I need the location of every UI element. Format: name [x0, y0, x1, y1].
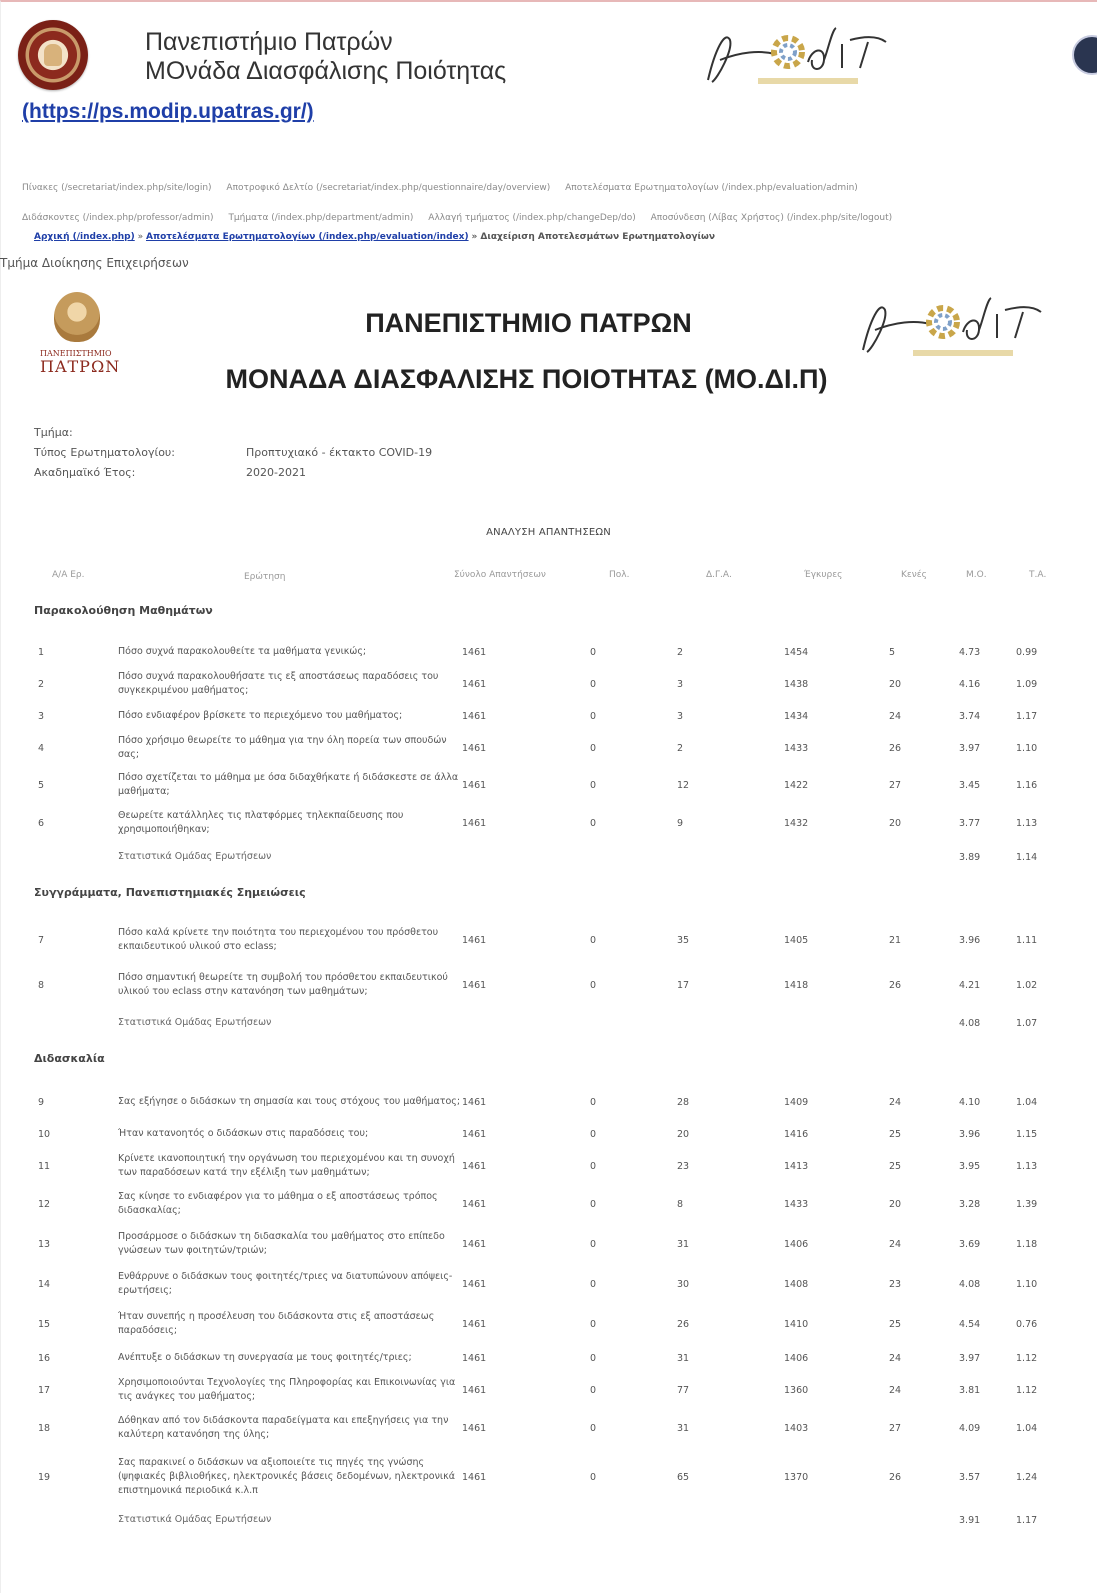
row-aa: 9	[38, 1096, 45, 1108]
row-aa: 3	[38, 710, 45, 722]
row-tot: 1461	[462, 934, 487, 946]
row-question: Ενθάρρυνε ο διδάσκων τους φοιτητές/τριες να διατυπώνουν απόψεις-ερωτήσεις;	[118, 1271, 453, 1296]
site-link[interactable]: (https://ps.modip.upatras.gr/)	[22, 100, 314, 123]
row-ata: 2	[677, 646, 684, 658]
row-aa: 14	[38, 1278, 51, 1290]
row-question: Πόσο σημαντική θεωρείτε τη συμβολή του πρόσθετου εκπαιδευτικού υλικού του eclass στην κατανόηση των μαθημάτων;	[118, 972, 448, 997]
row-tot: 1461	[462, 1352, 487, 1364]
row-ex: 1408	[784, 1278, 809, 1290]
stats-mo: 4.08	[959, 1017, 981, 1029]
row-aa: 18	[38, 1422, 51, 1434]
row-aa: 15	[38, 1318, 51, 1330]
stats-mo: 3.91	[959, 1514, 981, 1526]
row-mo: 3.81	[959, 1384, 981, 1396]
row-question: Ήταν συνεπής η προσέλευση του διδάσκοντα στις εξ αποστάσεως παραδόσεις;	[118, 1311, 435, 1336]
row-ata: 31	[677, 1238, 690, 1250]
modip-logo	[700, 20, 900, 100]
row-tot: 1461	[462, 1471, 487, 1483]
nav-link-departments[interactable]: Τμήματα (/index.php/department/admin)	[228, 213, 414, 223]
row-ata: 26	[677, 1318, 690, 1330]
row-ta: 1.09	[1016, 678, 1038, 690]
table-row	[34, 1344, 1084, 1372]
row-mo: 3.97	[959, 742, 981, 754]
row-tot: 1461	[462, 710, 487, 722]
row-tot: 1461	[462, 646, 487, 658]
group-stats-row	[34, 842, 1084, 872]
stats-ta: 1.17	[1016, 1514, 1038, 1526]
group-title: Παρακολούθηση Μαθημάτων	[34, 604, 213, 617]
row-ata: 9	[677, 817, 684, 829]
row-question: Πόσο καλά κρίνετε την ποιότητα του περιεχομένου του πρόσθετου εκπαιδευτικού υλικού στο eclass;	[118, 927, 439, 952]
header-ata: Δ.Γ.Α.	[706, 570, 732, 580]
meta-label-type: Τύπος Ερωτηματολογίου:	[34, 446, 176, 459]
row-ex: 1409	[784, 1096, 809, 1108]
row-pol: 0	[590, 1096, 597, 1108]
row-question: Πόσο συχνά παρακολουθήσατε τις εξ αποστάσεως παραδόσεις του συγκεκριμένου μαθήματος;	[118, 671, 439, 696]
row-tot: 1461	[462, 1384, 487, 1396]
row-ata: 65	[677, 1471, 690, 1483]
group-title: Συγγράμματα, Πανεπιστημιακές Σημειώσεις	[34, 886, 306, 899]
row-ata: 17	[677, 979, 690, 991]
row-ken: 27	[889, 779, 902, 791]
row-ken: 25	[889, 1318, 902, 1330]
table-row	[34, 1120, 1084, 1148]
row-ata: 20	[677, 1128, 690, 1140]
row-ta: 1.15	[1016, 1128, 1038, 1140]
group-stats-row	[34, 1506, 1084, 1534]
nav-link-change-department[interactable]: Αλλαγή τμήματος (/index.php/changeDep/do)	[428, 213, 636, 223]
nav-link-tables[interactable]: Πίνακες (/secretariat/index.php/site/login)	[22, 183, 212, 193]
meta-value-year: 2020-2021	[246, 466, 306, 479]
row-pol: 0	[590, 779, 597, 791]
table-row	[34, 1224, 1084, 1264]
row-mo: 4.10	[959, 1096, 981, 1108]
report-title-line2: ΜΟΝΑΔΑ ΔΙΑΣΦΑΛΙΣΗΣ ΠΟΙΟΤΗΤΑΣ (ΜΟ.ΔΙ.Π)	[225, 364, 828, 394]
stats-q: Στατιστικά Ομάδας Ερωτήσεων	[118, 1017, 272, 1028]
row-aa: 6	[38, 817, 45, 829]
seal-text-large: ΠΑΤΡΩΝ	[40, 357, 121, 376]
row-ex: 1434	[784, 710, 809, 722]
breadcrumb: Αρχική (/index.php) » Αποτελέσματα Ερωτηματολογίων (/index.php/evaluation/index) » Διαχείριση Αποτελεσμάτων Ερωτηματολογίων	[34, 232, 715, 242]
department-line: Τμήμα Διοίκησης Επιχειρήσεων	[0, 256, 189, 270]
row-ken: 24	[889, 1096, 902, 1108]
section-caption: ΑΝΑΛΥΣΗ ΑΠΑΝΤΗΣΕΩΝ	[486, 527, 611, 538]
row-question: Πόσο συχνά παρακολουθείτε τα μαθήματα γενικώς;	[118, 646, 367, 657]
row-ta: 1.13	[1016, 817, 1038, 829]
row-question: Πόσο ενδιαφέρον βρίσκετε το περιεχόμενο του μαθήματος;	[118, 710, 403, 721]
table-row	[34, 804, 1084, 842]
row-ta: 1.04	[1016, 1422, 1038, 1434]
row-ta: 1.11	[1016, 934, 1038, 946]
row-tot: 1461	[462, 1198, 487, 1210]
row-ata: 31	[677, 1352, 690, 1364]
row-ken: 23	[889, 1278, 902, 1290]
row-ex: 1413	[784, 1160, 809, 1172]
row-ex: 1454	[784, 646, 809, 658]
row-aa: 8	[38, 979, 45, 991]
row-ken: 20	[889, 817, 902, 829]
row-ken: 24	[889, 1384, 902, 1396]
row-mo: 3.74	[959, 710, 981, 722]
row-question: Χρησιμοποιούνται Τεχνολογίες της Πληροφορίας και Επικοινωνίας για τις ανάγκες του μαθήματος;	[118, 1377, 456, 1402]
row-aa: 10	[38, 1128, 51, 1140]
breadcrumb-home[interactable]: Αρχική (/index.php)	[34, 232, 135, 242]
header-empty: Κενές	[901, 570, 927, 580]
row-pol: 0	[590, 1238, 597, 1250]
university-name-line2: ΜΟνάδα Διασφάλισης Ποιότητας	[145, 57, 507, 85]
row-pol: 0	[590, 1278, 597, 1290]
row-ata: 3	[677, 710, 684, 722]
table-header	[34, 570, 1084, 600]
row-ken: 24	[889, 1238, 902, 1250]
row-mo: 3.97	[959, 1352, 981, 1364]
row-ata: 8	[677, 1198, 684, 1210]
site-header	[0, 0, 1097, 130]
table-row	[34, 1148, 1084, 1184]
report-meta	[34, 423, 1084, 483]
table-row	[34, 1372, 1084, 1408]
row-ex: 1433	[784, 742, 809, 754]
row-ata: 31	[677, 1422, 690, 1434]
row-ta: 1.24	[1016, 1471, 1038, 1483]
row-tot: 1461	[462, 1278, 487, 1290]
nav-link-logout[interactable]: Αποσύνδεση (Λίβας Χρήστος) (/index.php/site/logout)	[650, 213, 893, 223]
row-pol: 0	[590, 710, 597, 722]
row-ata: 35	[677, 934, 690, 946]
row-aa: 16	[38, 1352, 51, 1364]
group-stats-row	[34, 1008, 1084, 1038]
nav-link-bulletin[interactable]: Αποτροφικό Δελτίο (/secretariat/index.php/questionnaire/day/overview)	[226, 183, 551, 193]
nav-link-professors[interactable]: Διδάσκοντες (/index.php/professor/admin)	[22, 213, 214, 223]
row-ex: 1406	[784, 1238, 809, 1250]
table-row	[34, 962, 1084, 1008]
row-mo: 4.54	[959, 1318, 981, 1330]
row-question: Πόσο σχετίζεται το μάθημα με όσα διδαχθήκατε ή διδάσκεστε σε άλλα μαθήματα;	[118, 772, 459, 797]
row-ata: 3	[677, 678, 684, 690]
table-body	[34, 604, 1084, 1534]
row-pol: 0	[590, 1352, 597, 1364]
meta-label-year: Ακαδημαϊκό Έτος:	[34, 466, 136, 479]
row-tot: 1461	[462, 1096, 487, 1108]
row-ex: 1432	[784, 817, 809, 829]
row-ken: 25	[889, 1128, 902, 1140]
table-row	[34, 1304, 1084, 1344]
top-nav	[22, 173, 1082, 233]
row-pol: 0	[590, 817, 597, 829]
nav-link-evaluation-results[interactable]: Αποτελέσματα Ερωτηματολογίων (/index.php/evaluation/admin)	[565, 183, 858, 193]
row-ta: 1.17	[1016, 710, 1038, 722]
row-tot: 1461	[462, 742, 487, 754]
row-question: Ήταν κατανοητός ο διδάσκων στις παραδόσεις του;	[118, 1128, 369, 1139]
row-mo: 3.96	[959, 1128, 981, 1140]
header-mean: Μ.Ο.	[966, 570, 987, 580]
row-ex: 1405	[784, 934, 809, 946]
row-aa: 2	[38, 678, 45, 690]
row-mo: 3.77	[959, 817, 981, 829]
header-question: Ερώτηση	[244, 572, 286, 582]
breadcrumb-current: » Διαχείριση Αποτελεσμάτων Ερωτηματολογίων	[471, 232, 715, 242]
row-ta: 1.39	[1016, 1198, 1038, 1210]
row-ken: 26	[889, 979, 902, 991]
row-question: Προσάρμοσε ο διδάσκων τη διδασκαλία του μαθήματος στο επίπεδο γνώσεων των φοιτητών/τριών;	[118, 1231, 445, 1256]
row-ata: 23	[677, 1160, 690, 1172]
table-row	[34, 1084, 1084, 1120]
row-aa: 1	[38, 646, 45, 658]
row-aa: 11	[38, 1160, 51, 1172]
row-mo: 4.73	[959, 646, 981, 658]
row-ta: 1.16	[1016, 779, 1038, 791]
row-ex: 1403	[784, 1422, 809, 1434]
row-ken: 24	[889, 710, 902, 722]
table-row	[34, 730, 1084, 766]
row-ata: 30	[677, 1278, 690, 1290]
row-tot: 1461	[462, 1422, 487, 1434]
row-tot: 1461	[462, 1318, 487, 1330]
row-tot: 1461	[462, 779, 487, 791]
row-ken: 26	[889, 1471, 902, 1483]
row-question: Σας εξήγησε ο διδάσκων τη σημασία και τους στόχους του μαθήματος;	[118, 1096, 461, 1107]
stats-ta: 1.07	[1016, 1017, 1038, 1029]
university-seal-icon	[18, 20, 88, 90]
row-pol: 0	[590, 979, 597, 991]
row-ken: 24	[889, 1352, 902, 1364]
row-ata: 12	[677, 779, 690, 791]
row-mo: 4.21	[959, 979, 981, 991]
row-ken: 20	[889, 1198, 902, 1210]
row-ata: 2	[677, 742, 684, 754]
row-tot: 1461	[462, 1128, 487, 1140]
row-ta: 1.02	[1016, 979, 1038, 991]
table-row	[34, 1448, 1084, 1506]
row-pol: 0	[590, 646, 597, 658]
row-aa: 7	[38, 934, 45, 946]
row-aa: 17	[38, 1384, 51, 1396]
meta-value-type: Προπτυχιακό - έκτακτο COVID-19	[246, 446, 433, 459]
header-pol: Πολ.	[609, 570, 630, 580]
row-ata: 77	[677, 1384, 690, 1396]
row-ata: 28	[677, 1096, 690, 1108]
row-pol: 0	[590, 1160, 597, 1172]
row-question: Σας παρακινεί ο διδάσκων να αξιοποιείτε τις πηγές της γνώσης (ψηφιακές βιβλιοθήκες, ηλεκτρονικές βάσεις δεδομένων, ηλεκτρονικά επιστημονικά περιοδικά κ.λ.π	[118, 1457, 455, 1496]
row-pol: 0	[590, 934, 597, 946]
row-mo: 3.45	[959, 779, 981, 791]
meta-label-department: Τμήμα:	[34, 426, 73, 439]
row-mo: 4.08	[959, 1278, 981, 1290]
row-ta: 1.10	[1016, 742, 1038, 754]
row-ta: 1.04	[1016, 1096, 1038, 1108]
row-ken: 5	[889, 646, 896, 658]
row-ta: 1.13	[1016, 1160, 1038, 1172]
row-question: Θεωρείτε κατάλληλες τις πλατφόρμες τηλεκπαίδευσης που χρησιμοποιήθηκαν;	[118, 810, 404, 835]
table-row	[34, 1264, 1084, 1304]
modip-logo-report	[855, 290, 1055, 370]
row-ta: 1.18	[1016, 1238, 1038, 1250]
seal-text-small: ΠΑΝΕΠΙΣΤΗΜΙΟ	[40, 349, 112, 358]
row-question: Ανέπτυξε ο διδάσκων τη συνεργασία με τους φοιτητές/τριες;	[118, 1352, 412, 1363]
row-mo: 3.69	[959, 1238, 981, 1250]
row-ex: 1370	[784, 1471, 809, 1483]
table-row	[34, 638, 1084, 666]
row-ken: 20	[889, 678, 902, 690]
row-aa: 5	[38, 779, 45, 791]
row-ex: 1433	[784, 1198, 809, 1210]
stats-ta: 1.14	[1016, 851, 1038, 863]
row-pol: 0	[590, 1471, 597, 1483]
row-ken: 26	[889, 742, 902, 754]
table-row	[34, 918, 1084, 962]
row-ta: 0.76	[1016, 1318, 1038, 1330]
row-pol: 0	[590, 1422, 597, 1434]
stats-mo: 3.89	[959, 851, 981, 863]
group-title: Διδασκαλία	[34, 1052, 105, 1065]
row-ex: 1410	[784, 1318, 809, 1330]
university-name-line1: Πανεπιστήμιο Πατρών	[145, 28, 393, 56]
table-row	[34, 1408, 1084, 1448]
row-ex: 1360	[784, 1384, 809, 1396]
header-valid: Έγκυρες	[804, 570, 843, 580]
university-name	[145, 28, 506, 86]
row-ex: 1416	[784, 1128, 809, 1140]
header-aa: Α/Α Ερ.	[52, 570, 85, 580]
row-tot: 1461	[462, 1160, 487, 1172]
row-mo: 3.95	[959, 1160, 981, 1172]
row-ex: 1406	[784, 1352, 809, 1364]
row-ken: 25	[889, 1160, 902, 1172]
row-ex: 1418	[784, 979, 809, 991]
header-total: Σύνολο Απαντήσεων	[454, 570, 546, 580]
table-row	[34, 1184, 1084, 1224]
results-table	[34, 570, 1084, 1534]
row-mo: 3.96	[959, 934, 981, 946]
row-pol: 0	[590, 1384, 597, 1396]
row-pol: 0	[590, 742, 597, 754]
stats-q: Στατιστικά Ομάδας Ερωτήσεων	[118, 1514, 272, 1525]
row-aa: 4	[38, 742, 45, 754]
row-ta: 1.10	[1016, 1278, 1038, 1290]
row-tot: 1461	[462, 678, 487, 690]
row-mo: 3.28	[959, 1198, 981, 1210]
row-mo: 4.16	[959, 678, 981, 690]
row-ta: 1.12	[1016, 1352, 1038, 1364]
row-tot: 1461	[462, 979, 487, 991]
row-pol: 0	[590, 1318, 597, 1330]
row-mo: 4.09	[959, 1422, 981, 1434]
row-ken: 21	[889, 934, 902, 946]
row-pol: 0	[590, 1128, 597, 1140]
row-ta: 0.99	[1016, 646, 1038, 658]
stats-q: Στατιστικά Ομάδας Ερωτήσεων	[118, 851, 272, 862]
report-title-line1: ΠΑΝΕΠΙΣΤΗΜΙΟ ΠΑΤΡΩΝ	[365, 308, 692, 338]
row-ken: 27	[889, 1422, 902, 1434]
row-pol: 0	[590, 678, 597, 690]
row-mo: 3.57	[959, 1471, 981, 1483]
row-tot: 1461	[462, 817, 487, 829]
table-row	[34, 666, 1084, 702]
row-question: Σας κίνησε το ενδιαφέρον για το μάθημα ο εξ αποστάσεως τρόπος διδασκαλίας;	[118, 1191, 438, 1216]
row-pol: 0	[590, 1198, 597, 1210]
partner-seal-icon	[1072, 35, 1097, 75]
row-ex: 1438	[784, 678, 809, 690]
row-question: Κρίνετε ικανοποιητική την οργάνωση του περιεχομένου και τη συνοχή των παραδόσεων κατά την εξέλιξη των μαθημάτων;	[118, 1153, 455, 1178]
row-ex: 1422	[784, 779, 809, 791]
row-aa: 12	[38, 1198, 51, 1210]
row-aa: 19	[38, 1471, 51, 1483]
row-question: Πόσο χρήσιμο θεωρείτε το μάθημα για την όλη πορεία των σπουδών σας;	[118, 735, 447, 760]
row-aa: 13	[38, 1238, 51, 1250]
row-ta: 1.12	[1016, 1384, 1038, 1396]
table-row	[34, 702, 1084, 730]
row-tot: 1461	[462, 1238, 487, 1250]
row-question: Δόθηκαν από τον διδάσκοντα παραδείγματα και επεξηγήσεις για την καλύτερη κατανόηση της ύλης;	[118, 1415, 449, 1440]
breadcrumb-results[interactable]: Αποτελέσματα Ερωτηματολογίων (/index.php/evaluation/index)	[145, 232, 469, 242]
header-sd: Τ.Α.	[1029, 570, 1047, 580]
table-row	[34, 766, 1084, 804]
